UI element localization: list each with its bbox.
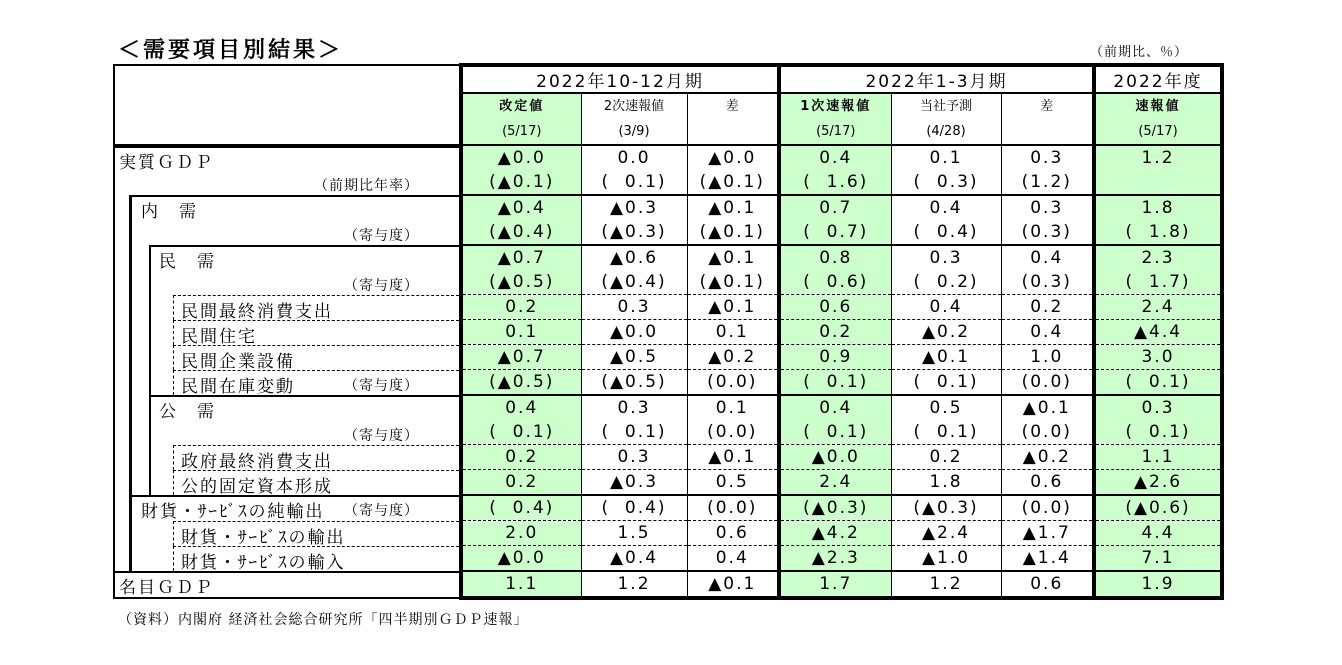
value-cell: 1.9 (1094, 571, 1222, 598)
header-group-row (114, 65, 1222, 93)
source-note: （資料）内閣府 経済社会総合研究所「四半期別ＧＤＰ速報」 (118, 612, 529, 628)
row-separator (173, 445, 459, 446)
value-cell: (▲0.3) (581, 220, 687, 245)
header-label-2: 差 (687, 93, 779, 119)
value-cell: ( 0.4) (581, 495, 687, 521)
nest-line (129, 445, 132, 470)
value-cell: 0.4 (1001, 320, 1094, 345)
value-cell: ▲0.4 (581, 546, 687, 572)
value-cell: 1.2 (1094, 145, 1222, 170)
value-cell: 0.6 (687, 521, 779, 546)
header-date-6: (5/17) (1094, 119, 1222, 145)
dashed-left-line (173, 295, 174, 320)
value-cell: 0.1 (687, 395, 779, 420)
value-cell: (▲0.4) (581, 270, 687, 295)
value-cell: ▲0.1 (687, 245, 779, 270)
value-cell: ( 0.4) (891, 220, 1001, 245)
value-cell: ( 0.7) (779, 220, 891, 245)
nest-line (149, 295, 151, 320)
unit-note: （前期比、％） (1090, 45, 1189, 60)
row-label: 財貨・ｻｰﾋﾞｽの輸入 (181, 552, 346, 571)
value-cell: (▲0.5) (461, 270, 581, 295)
row-label: 財貨・ｻｰﾋﾞｽの輸出 (181, 527, 346, 546)
table-row (114, 495, 1222, 521)
header-label-5: 差 (1001, 93, 1094, 119)
value-cell: ( 0.1) (1094, 420, 1222, 445)
value-cell: ( 0.1) (779, 370, 891, 396)
table-row (114, 395, 1222, 420)
value-cell: ▲0.5 (581, 345, 687, 370)
value-cell: 0.3 (1094, 395, 1222, 420)
nest-line (129, 295, 132, 320)
value-cell: ( 0.1) (779, 420, 891, 445)
value-cell: ▲1.4 (1001, 546, 1094, 572)
value-cell: ▲0.1 (687, 571, 779, 598)
row-sub-label: （寄与度） (344, 428, 419, 444)
row-label: 名目ＧＤＰ (119, 578, 214, 598)
value-cell: 1.2 (891, 571, 1001, 598)
table-row (114, 320, 1222, 345)
value-cell: ▲4.4 (1094, 320, 1222, 345)
value-cell: ▲0.0 (461, 145, 581, 170)
value-cell: 0.4 (687, 546, 779, 572)
table-row (114, 345, 1222, 370)
header-date-5 (1001, 119, 1094, 145)
value-cell: ▲0.1 (1001, 395, 1094, 420)
row-separator (173, 546, 459, 547)
value-cell: ▲0.0 (581, 320, 687, 345)
header-date-4: (4/28) (891, 119, 1001, 145)
value-cell: 0.2 (461, 470, 581, 496)
dashed-left-line (173, 470, 174, 496)
value-cell (1094, 170, 1222, 195)
value-cell: 0.6 (779, 295, 891, 320)
value-cell: (▲0.5) (581, 370, 687, 396)
value-cell: 1.5 (581, 521, 687, 546)
row-label: 民間在庫変動 (181, 376, 295, 395)
value-cell: ▲0.3 (581, 470, 687, 496)
value-cell: 2.3 (1094, 245, 1222, 270)
row-label: 公 需 (159, 402, 216, 420)
nest-line (129, 470, 132, 496)
row-label: 内 需 (141, 202, 198, 220)
table-row (114, 445, 1222, 470)
dashed-left-line (173, 445, 174, 470)
value-cell: ( 0.1) (891, 420, 1001, 445)
value-cell: ▲0.0 (687, 145, 779, 170)
nest-line (149, 320, 151, 345)
value-cell: ( 1.7) (1094, 270, 1222, 295)
page-title: ＜需要項目別結果＞ (118, 38, 344, 63)
nest-line (149, 370, 151, 396)
value-cell: (0.3) (1001, 220, 1094, 245)
value-cell: (▲0.6) (1094, 495, 1222, 521)
value-cell: ▲0.2 (1001, 445, 1094, 470)
header-date-3: (5/17) (779, 119, 891, 145)
header-date-0: (5/17) (461, 119, 581, 145)
dashed-left-line (173, 370, 174, 396)
row-label: 財貨・ｻｰﾋﾞｽの純輸出 (141, 502, 325, 521)
value-cell: ▲0.0 (461, 546, 581, 572)
row-separator (173, 521, 459, 522)
nest-line (129, 245, 132, 270)
value-cell: 0.8 (779, 245, 891, 270)
nest-line (149, 470, 151, 496)
nest-line (149, 445, 151, 470)
table-row (114, 195, 1222, 220)
value-cell: 0.4 (779, 145, 891, 170)
value-cell: 0.1 (687, 320, 779, 345)
value-cell: ( 0.6) (779, 270, 891, 295)
nest-line (149, 345, 151, 370)
nest-line (129, 370, 132, 396)
nest-line (129, 546, 132, 572)
value-cell: ▲2.4 (891, 521, 1001, 546)
table-row (114, 370, 1222, 396)
value-cell: 0.7 (779, 195, 891, 220)
nest-line (129, 195, 132, 220)
value-cell: ▲0.0 (779, 445, 891, 470)
nest-line (129, 220, 132, 245)
header-date-2 (687, 119, 779, 145)
value-cell: (0.3) (1001, 270, 1094, 295)
value-cell: (0.0) (687, 370, 779, 396)
value-cell: 0.5 (687, 470, 779, 496)
value-cell: 0.1 (891, 145, 1001, 170)
value-cell: ▲0.2 (687, 345, 779, 370)
row-sub-label: （寄与度） (344, 377, 419, 394)
nest-line (149, 395, 151, 420)
value-cell: ▲0.7 (461, 345, 581, 370)
nest-line (129, 495, 132, 521)
dashed-left-line (173, 320, 174, 345)
value-cell: 0.1 (461, 320, 581, 345)
header-group-q4: 2022年10-12月期 (461, 65, 779, 93)
value-cell: 0.4 (779, 395, 891, 420)
value-cell: (0.0) (687, 420, 779, 445)
value-cell: ( 1.8) (1094, 220, 1222, 245)
nest-line (149, 270, 151, 295)
value-cell: 0.4 (891, 195, 1001, 220)
value-cell: ▲0.2 (891, 320, 1001, 345)
value-cell: 0.3 (1001, 145, 1094, 170)
demand-results-table (113, 63, 1224, 600)
value-cell: ( 0.4) (461, 495, 581, 521)
value-cell: ( 0.1) (581, 170, 687, 195)
value-cell: (0.0) (1001, 370, 1094, 396)
value-cell: 1.2 (581, 571, 687, 598)
value-cell: (0.0) (1001, 495, 1094, 521)
nest-line (129, 345, 132, 370)
nest-line (149, 420, 151, 445)
nest-line (149, 245, 151, 270)
header-date-1: (3/9) (581, 119, 687, 145)
value-cell: ▲0.6 (581, 245, 687, 270)
value-cell: 0.4 (461, 395, 581, 420)
value-cell: ▲0.7 (461, 245, 581, 270)
nest-line (129, 270, 132, 295)
value-cell: 1.7 (779, 571, 891, 598)
value-cell: ( 0.1) (891, 370, 1001, 396)
value-cell: ▲0.3 (581, 195, 687, 220)
header-blank (114, 65, 461, 145)
value-cell: 3.0 (1094, 345, 1222, 370)
header-label-1: 2次速報値 (581, 93, 687, 119)
dashed-left-line (173, 546, 174, 572)
value-cell: (▲0.5) (461, 370, 581, 396)
row-separator (173, 370, 459, 371)
header-label-0: 改定値 (461, 93, 581, 119)
row-separator (173, 320, 459, 321)
table-row (114, 521, 1222, 546)
value-cell: 1.1 (461, 571, 581, 598)
value-cell: ( 0.2) (891, 270, 1001, 295)
value-cell: ( 1.6) (779, 170, 891, 195)
table-row (114, 170, 1222, 195)
row-separator (173, 345, 459, 346)
value-cell: (▲0.1) (687, 220, 779, 245)
value-cell: 0.5 (891, 395, 1001, 420)
row-sub-label: （寄与度） (344, 503, 419, 519)
dashed-left-line (173, 521, 174, 546)
row-separator (173, 470, 459, 471)
row-label: 政府最終消費支出 (181, 451, 333, 470)
value-cell: 0.2 (779, 320, 891, 345)
value-cell: 1.0 (1001, 345, 1094, 370)
value-cell: (1.2) (1001, 170, 1094, 195)
table-row (114, 470, 1222, 496)
header-group-q1: 2022年1-3月期 (779, 65, 1094, 93)
value-cell: 0.2 (461, 445, 581, 470)
value-cell: (▲0.3) (779, 495, 891, 521)
value-cell: 0.2 (1001, 295, 1094, 320)
value-cell: 0.2 (891, 445, 1001, 470)
value-cell: 0.6 (1001, 571, 1094, 598)
row-sub-label: （寄与度） (344, 228, 419, 244)
value-cell: (▲0.3) (891, 495, 1001, 521)
header-label-6: 速報値 (1094, 93, 1222, 119)
row-label: 民間住宅 (181, 326, 257, 345)
value-cell: ▲0.1 (687, 445, 779, 470)
value-cell: (▲0.1) (687, 170, 779, 195)
header-label-4: 当社予測 (891, 93, 1001, 119)
table-row (114, 220, 1222, 245)
value-cell: 7.1 (1094, 546, 1222, 572)
row-label: 実質ＧＤＰ (119, 153, 214, 170)
row-sub-label: （寄与度） (344, 278, 419, 294)
value-cell: ▲1.0 (891, 546, 1001, 572)
value-cell: (▲0.4) (461, 220, 581, 245)
value-cell: ▲4.2 (779, 521, 891, 546)
nest-line (129, 395, 132, 420)
value-cell: 0.3 (581, 295, 687, 320)
header-label-3: 1次速報値 (779, 93, 891, 119)
value-cell: (0.0) (687, 495, 779, 521)
nest-line (129, 420, 132, 445)
row-label: 民 需 (159, 252, 216, 270)
table-row (114, 295, 1222, 320)
row-separator (173, 295, 459, 296)
value-cell: ( 0.1) (1094, 370, 1222, 396)
value-cell: ▲0.1 (891, 345, 1001, 370)
value-cell: ( 0.1) (461, 420, 581, 445)
value-cell: ▲2.6 (1094, 470, 1222, 496)
value-cell: 0.9 (779, 345, 891, 370)
value-cell: 0.3 (581, 395, 687, 420)
row-label: 公的固定資本形成 (181, 476, 333, 495)
value-cell: 2.4 (779, 470, 891, 496)
value-cell: 1.8 (891, 470, 1001, 496)
value-cell: ▲0.1 (687, 195, 779, 220)
value-cell: 0.6 (1001, 470, 1094, 496)
value-cell: 2.4 (1094, 295, 1222, 320)
table-row (114, 145, 1222, 170)
value-cell: 0.0 (581, 145, 687, 170)
value-cell: 1.1 (1094, 445, 1222, 470)
value-cell: 0.3 (891, 245, 1001, 270)
table-row (114, 546, 1222, 572)
value-cell: (▲0.1) (687, 270, 779, 295)
nest-line (129, 521, 132, 546)
value-cell: 0.4 (891, 295, 1001, 320)
value-cell: 2.0 (461, 521, 581, 546)
value-cell: 0.4 (1001, 245, 1094, 270)
row-label: 民間最終消費支出 (181, 301, 333, 320)
value-cell: ▲2.3 (779, 546, 891, 572)
table-row (114, 245, 1222, 270)
value-cell: 0.3 (1001, 195, 1094, 220)
value-cell: ▲1.7 (1001, 521, 1094, 546)
value-cell: (0.0) (1001, 420, 1094, 445)
dashed-left-line (173, 345, 174, 370)
value-cell: ( 0.3) (891, 170, 1001, 195)
row-label: 民間企業設備 (181, 351, 295, 370)
value-cell: 4.4 (1094, 521, 1222, 546)
value-cell: (▲0.1) (461, 170, 581, 195)
value-cell: 0.2 (461, 295, 581, 320)
nest-line (129, 320, 132, 345)
table-row (114, 420, 1222, 445)
table-row (114, 270, 1222, 295)
header-group-fy: 2022年度 (1094, 65, 1222, 93)
value-cell: 1.8 (1094, 195, 1222, 220)
value-cell: 0.3 (581, 445, 687, 470)
table-row (114, 571, 1222, 598)
value-cell: ▲0.4 (461, 195, 581, 220)
row-sub-label: （前期比年率） (314, 178, 419, 194)
value-cell: ▲0.1 (687, 295, 779, 320)
value-cell: ( 0.1) (581, 420, 687, 445)
